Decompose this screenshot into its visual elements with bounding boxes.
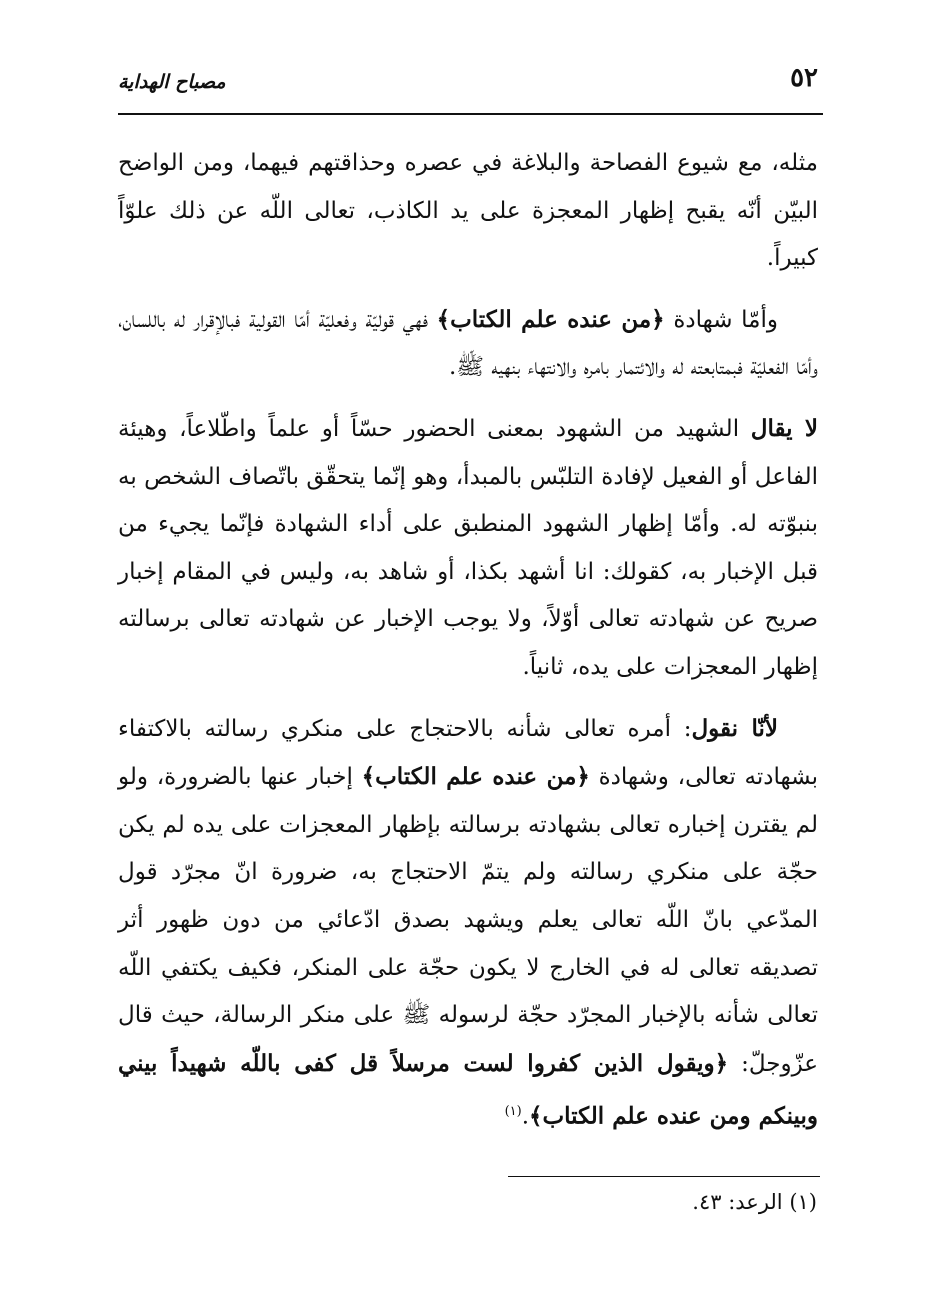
text-run: الشهيد من الشهود بمعنى الحضور حسّاً أو علماً واطّلاعاً، وهيئة الفاعل أو الفعيل لإفادة التلبّس بالمبدأ، وهو إنّما يتحقّق باتّصاف الشخص به بنبوّته له. وأمّا إظهار الشهود المنطبق على أداء الشهادة فإنّما يجيء من قبل الإخبار به، كقولك: انا أشهد بكذا، أو شاهد به، وليس في المقام إخبار صريح عن شهادته تعالى أوّلاً، ولا يوجب الإخبار عن شهادته تعالى برسالته إظهار المعجزات على يده، ثانياً. bbox=[118, 415, 818, 680]
text-run: فهي قوليّة وفعليّة أمّا القولية فبالإقرار له باللسان، وأمّا الفعليّة فبمتابعته له والائتمار بامره والانتهاء بنهيه ﷺ. bbox=[118, 306, 818, 381]
text-run: . bbox=[521, 1103, 530, 1130]
text-run: وأمّا شهادة bbox=[664, 306, 778, 333]
footnote: (١) الرعد: ٤٣. bbox=[692, 1190, 817, 1214]
text-run: مثله، مع شيوع الفصاحة والبلاغة في عصره وحذاقتهم فيهما، ومن الواضح البيّن أنّه يقبح إظهار المعجزة على يد الكاذب، تعالى اللّه عن ذلك علوّاً كبيراً. bbox=[118, 150, 818, 272]
body-text bbox=[118, 140, 818, 1155]
text-run: : أمره تعالى شأنه بالاحتجاج على منكري رسالته بالاكتفاء بشهادته تعالى، وشهادة bbox=[118, 715, 819, 791]
text-run: إخبار عنها بالضرورة، ولو لم يقترن إخباره تعالى بشهادته برسالته بإظهار المعجزات على يده لم يكن حجّة على منكري رسالته ولم يتمّ الاحتجاج به، ضرورة انّ مجرّد قول المدّعي بانّ اللّه تعالى يعلم ويشهد بصدق ادّعائي من دون ظهور أثر تصديقه تعالى له في الخارج لا يكون حجّة على المنكر، فكيف يكتفي اللّه تعالى شأنه بالإخبار المجرّد حجّة لرسوله ﷺ على منكر الرسالة، حيث قال عزّوجلّ: bbox=[118, 764, 818, 1077]
paragraph bbox=[118, 296, 818, 392]
footnote-divider bbox=[508, 1176, 820, 1177]
bold-text: لا يقال bbox=[750, 414, 818, 442]
paragraph bbox=[118, 405, 818, 692]
bold-text: ﴿ويقول الذين كفروا لست مرسلاً قل كفى باللّه شهيداً بيني وبينكم ومن عنده علم الكتاب﴾ bbox=[118, 1049, 818, 1130]
page-header bbox=[118, 55, 818, 105]
paragraph bbox=[118, 705, 818, 1142]
running-title: مصباح الهداية bbox=[118, 71, 226, 93]
footnote-marker: (١) bbox=[504, 1104, 522, 1120]
bold-text: ﴿من عنده علم الكتاب﴾ bbox=[436, 305, 665, 333]
bold-text: ﴿من عنده علم الكتاب﴾ bbox=[361, 763, 590, 791]
page-number: ٥٢ bbox=[790, 63, 818, 93]
header-divider bbox=[118, 113, 823, 115]
bold-text: لأنّا نقول bbox=[691, 714, 778, 742]
paragraph bbox=[118, 140, 818, 283]
